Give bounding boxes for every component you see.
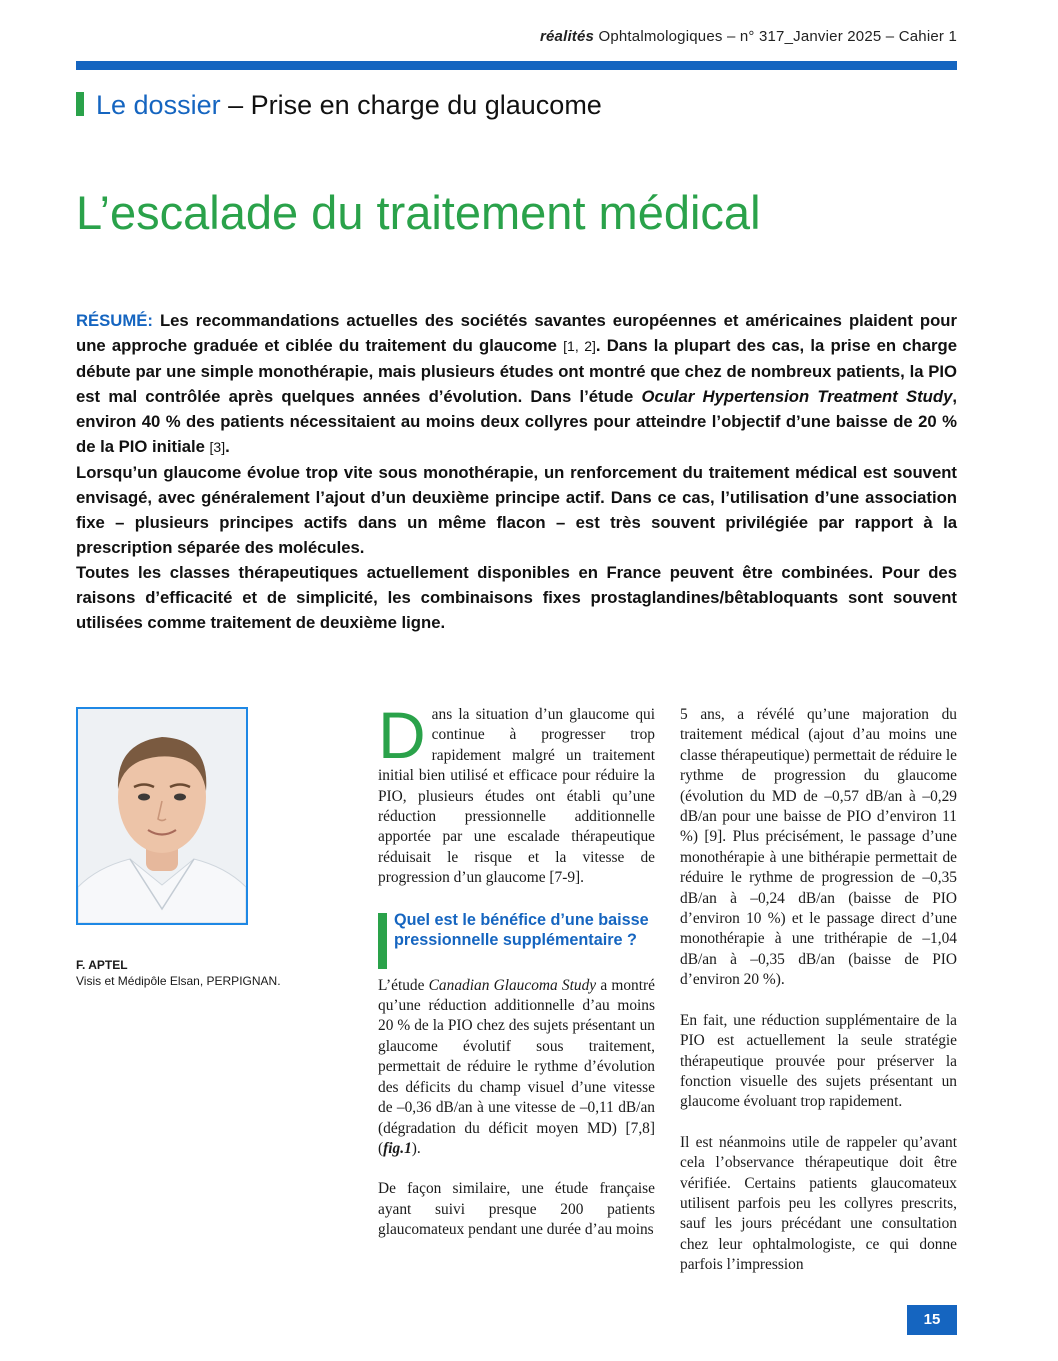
drop-cap: D (378, 698, 426, 772)
abstract-label: RÉSUMÉ: (76, 311, 153, 330)
section-marker (76, 92, 84, 116)
author-name: F. APTEL (76, 958, 128, 972)
page-number: 15 (907, 1305, 957, 1335)
section-heading (76, 90, 602, 121)
header-rule (76, 61, 957, 70)
article-title: L’escalade du traitement médical (76, 186, 761, 239)
abstract (76, 308, 957, 635)
subheading-marker (378, 913, 387, 969)
figure-reference: fig.1 (383, 1139, 412, 1157)
journal-brand: réalités (539, 28, 595, 45)
body-paragraph: De façon similaire, une étude française ayant suivi presque 200 patients glaucomateux pendant une durée d’au moins (378, 1180, 655, 1239)
subheading: Quel est le bénéfice d’une baisse pressionnelle supplémentaire ? (378, 910, 655, 951)
abstract-paragraph: Toutes les classes thérapeutiques actuellement disponibles en France peuvent être combinées. Pour des raisons d’efficacité et de simplicité, les combinaisons fixes prostaglandines/bêtabloquants sont souvent utilisées comme traitement de deuxième ligne. (76, 563, 957, 632)
section-topic: – Prise en charge du glaucome (228, 90, 602, 120)
section-label: Le dossier (96, 90, 221, 120)
author-affiliation: Visis et Médipôle Elsan, PERPIGNAN. (76, 974, 281, 988)
running-header (0, 28, 957, 45)
body-paragraph: L’étude Canadian Glaucoma Study a montré qu’une réduction additionnelle d’au moins 20 % de la PIO chez des sujets présentant un glaucome évolutif sous traitement, permettait de réduire le rythme d’évolution des déficits du champ visuel d’une vitesse de –0,36 dB/an à une vitesse de –0,11 dB/an (dégradation du déficit moyen MD) [7,8] (fig.1). (378, 976, 655, 1157)
abstract-paragraph: Lorsqu’un glaucome évolue trop vite sous monothérapie, un renforcement du traitement médical est souvent envisagé, avec généralement l’ajout d’un deuxième principe actif. Dans ce cas, l’utilisation d’une association fixe – plusieurs principes actifs dans un même flacon – est très souvent privilégiée par rapport à la prescription séparée des molécules. (76, 463, 957, 557)
citation: [1, 2] (563, 338, 596, 354)
body-paragraph: 5 ans, a révélé qu’une majoration du traitement médical (ajout d’au moins une classe thérapeutique) permettait de réduire le rythme de progression du glaucome (évolution du MD de –0,57 dB/an à –0,29 dB/an pour une baisse de PIO d’environ 11 %) [9]. Plus précisément, le passage d’une monothérapie à une bithérapie permettait de réduire le rythme de progression de –0,35 dB/an à –0,24 dB/an (baisse de PIO d’environ 10 %) et le passage direct d’une monothérapie à une trithérapie de –1,04 dB/an à –0,35 dB/an (baisse de PIO d’environ 20 %). (680, 706, 957, 989)
body-column-right (680, 705, 957, 1296)
study-name: Canadian Glaucoma Study (428, 976, 597, 994)
body-column-left (378, 698, 655, 1261)
intro-paragraph: Dans la situation d’un glaucome qui continue à progresser trop rapidement malgré un traitement initial bien utilisé et efficace pour réduire la PIO, plusieurs études ont établi qu’une réduction pressionnelle additionnelle apportée par une escalade thérapeutique réduisait le risque et la vitesse de progression d’un glaucome [7-9]. (378, 698, 655, 887)
abstract-paragraph: RÉSUMÉ: Les recommandations actuelles des sociétés savantes européennes et américaines plaident pour une approche graduée et ciblée du traitement du glaucome [1, 2]. Dans la plupart des cas, la prise en charge débute par une simple monothérapie, mais plusieurs études ont montré que chez de nombreux patients, la PIO est mal contrôlée après quelques années d’évolution. Dans l’étude Ocular Hypertension Treatment Study, environ 40 % des patients nécessitaient au moins deux collyres pour atteindre l’objectif d’une baisse de 20 % de la PIO initiale [3]. (76, 311, 957, 456)
author-photo (76, 707, 248, 925)
body-paragraph: En fait, une réduction supplémentaire de la PIO est actuellement la seule stratégie thérapeutique prouvée pour préserver la fonction visuelle des sujets présentant un glaucome évoluant trop rapidement. (680, 1011, 957, 1111)
study-name: Ocular Hypertension Treatment Study (641, 387, 953, 406)
journal-issue: Ophtalmologiques – n° 317_Janvier 2025 – Cahier 1 (598, 28, 957, 45)
citation: [3] (209, 439, 226, 455)
body-paragraph: Il est néanmoins utile de rappeler qu’avant cela l’observance thérapeutique doit être vérifiée. Certains patients glaucomateux utilisent parfois peu les collyres prescrits, sauf les jours précédant une consultation chez leur ophtalmologiste, ce qui donne parfois l’impression (680, 1133, 957, 1274)
author-portrait-image (78, 709, 246, 923)
